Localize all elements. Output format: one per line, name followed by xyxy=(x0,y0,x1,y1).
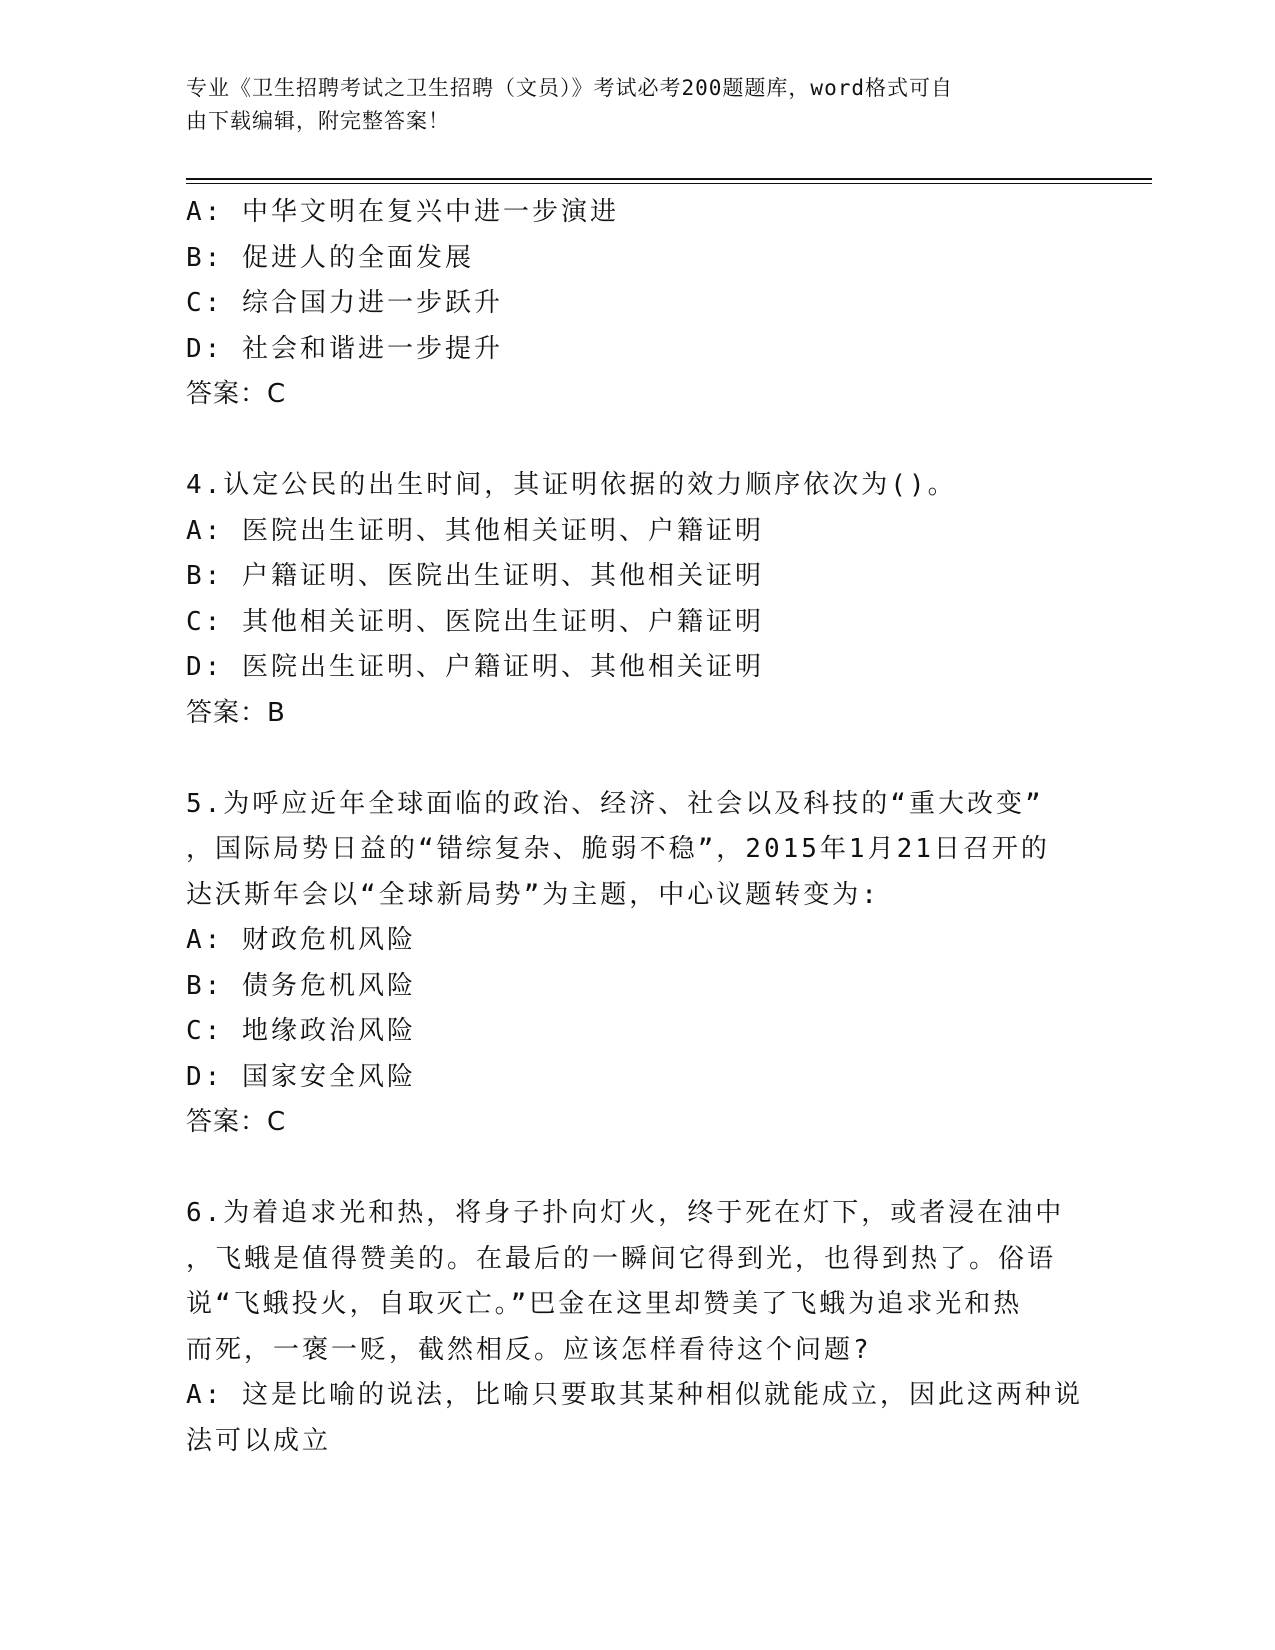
document-body xyxy=(186,190,1086,1464)
option-d: D: 国家安全风险 xyxy=(186,1061,416,1092)
header-line: 专业《卫生招聘考试之卫生招聘（文员）》考试必考200题题库，word格式可自 xyxy=(186,76,953,100)
option-a: A: 医院出生证明、其他相关证明、户籍证明 xyxy=(186,515,764,546)
question-text: 达沃斯年会以“全球新局势”为主题，中心议题转变为: xyxy=(186,879,880,910)
option-a: A: 这是比喻的说法，比喻只要取其某种相似就能成立，因此这两种说 xyxy=(186,1380,1083,1410)
question-block-3 xyxy=(186,190,1086,418)
answer: 答案：B xyxy=(186,697,286,728)
option-a: A: 财政危机风险 xyxy=(186,925,416,955)
question-text: 而死，一褒一贬，截然相反。应该怎样看待这个问题? xyxy=(186,1334,872,1365)
option-b: B: 促进人的全面发展 xyxy=(186,242,474,273)
answer: 答案：C xyxy=(186,379,287,409)
option-b: B: 债务危机风险 xyxy=(186,970,416,1001)
header-line: 由下载编辑，附完整答案！ xyxy=(186,109,450,133)
option-d: D: 医院出生证明、户籍证明、其他相关证明 xyxy=(186,652,764,682)
question-text: ，飞蛾是值得赞美的。在最后的一瞬间它得到光，也得到热了。俗语 xyxy=(186,1243,1057,1274)
option-c: C: 其他相关证明、医院出生证明、户籍证明 xyxy=(186,606,764,637)
option-c: C: 地缘政治风险 xyxy=(186,1016,416,1046)
question-text: 6.为着追求光和热，将身子扑向灯火，终于死在灯下，或者浸在油中 xyxy=(186,1198,1065,1228)
question-block-4 xyxy=(186,463,1086,736)
header-divider xyxy=(186,178,1152,180)
question-text: 5.为呼应近年全球面临的政治、经济、社会以及科技的“重大改变” xyxy=(186,788,1044,819)
option-a: A: 中华文明在复兴中进一步演进 xyxy=(186,197,619,227)
option-d: D: 社会和谐进一步提升 xyxy=(186,333,503,364)
document-header xyxy=(186,72,1066,138)
question-text: ，国际局势日益的“错综复杂、脆弱不稳”，2015年1月21日召开的 xyxy=(186,834,1050,864)
answer: 答案：C xyxy=(186,1107,287,1137)
question-block-6 xyxy=(186,1191,1086,1464)
option-a-continued: 法可以成立 xyxy=(186,1425,332,1456)
question-block-5 xyxy=(186,782,1086,1146)
header-divider xyxy=(186,183,1152,184)
option-b: B: 户籍证明、医院出生证明、其他相关证明 xyxy=(186,561,764,591)
option-c: C: 综合国力进一步跃升 xyxy=(186,288,503,318)
question-text: 说“飞蛾投火，自取灭亡。”巴金在这里却赞美了飞蛾为追求光和热 xyxy=(186,1289,1023,1319)
question-text: 4.认定公民的出生时间，其证明依据的效力顺序依次为()。 xyxy=(186,470,957,500)
